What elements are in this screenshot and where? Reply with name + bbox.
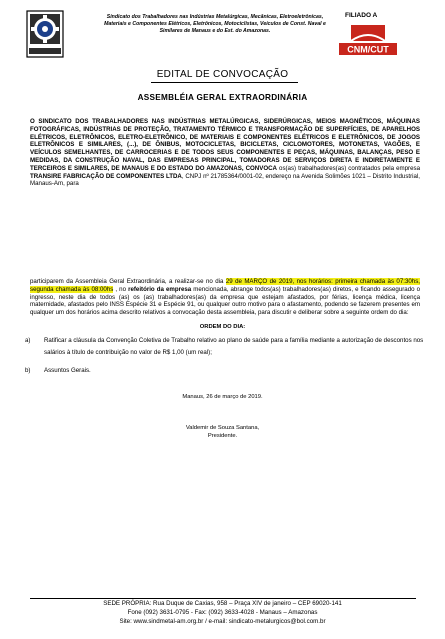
agenda-item-text: Ratificar a cláusula da Convenção Coletiva de Trabalho relativo ao plano de saúde para a família mediante a autorização de descontos nos salários à título de contribuição no valor de R$ 1,00 (um real); [44,337,424,356]
agenda-item-letter: a) [25,337,31,344]
footer-address: SEDE PRÓPRIA: Rua Duque de Caxias, 958 – Praça XIV de janeiro – CEP 69020-141 [103,600,342,607]
highlighted-date-times: 29 de MARÇO de 2019, nos horários: primeira chamada às 07:30hs, segunda chamada às 08:00hs [30,278,420,293]
body-paragraph-schedule [30,278,420,317]
cnm-logo-text: CNM/CUT [347,44,389,55]
schedule-intro: participarem da Assembleia Geral Extraordinária, a realizar-se no dia [30,278,226,285]
convoca-word: CONVOCA [245,164,277,172]
agenda-item [25,365,424,377]
agenda-item-text: Assuntos Gerais. [44,367,91,374]
schedule-rest: mencionada, abrange todos(as) trabalhadores(as) diretos, e ficando assegurado o ingresso, neste dia de todos (as) os (as) trabalhadores(as) da empresa que estejam afastados, por férias, licença médica, licença maternidade, afastados pelo INSS Espécie 31 e Espécie 91, ou qualquer outro motivo para o afastamento, podendo se fazerem presentes em qualquer um dos horários acima descrito relativos a convocação desta assembleia, para discutir e deliberar sobre a seguinte ordem do dia: [30,285,421,317]
body-bold-text: O SINDICATO DOS TRABALHADORES NAS INDÚSTRIAS METALÚRGICAS, SIDERÚRGICAS, MEIOS MAGNÉTICOS, MÁQUINAS FOTOGRÁFICAS, INDÚSTRIAS DE PROTEÇÃO, TRATAMENTO TÉRMICO E TRANSFORMAÇÃO DE SUPERFÍCIES, DE APARELHOS ELÉTRICOS, ELETRÔNICOS, ELETRO-ELETRÔNICO, DE MATERIAIS E COMPONENTES ELÉTRICOS E ELETRÔNICOS, DE JOGOS ELETRÔNICOS E SIMILARES, (...), DE ÔNIBUS, MOTOCICLETAS, BICICLETAS, CICLOMOTORES, MOTONETAS, VAGÕES, E VEÍCULOS SEMELHANTES, DE CARROCERIAS E DE TODOS SEUS COMPONENTES E PEÇAS, MÁQUINAS, BALANÇAS, PESO E MEDIDAS, DA CONSTRUÇÃO NAVAL, DAS EMPRESAS PRINCIPAL, TOMADORAS DE SERVIÇOS DIRETA E INDIRETAMENTE E TERCEIROS E SIMILARES, DE MANAUS E DO ESTADO DO AMAZONAS, [30,118,420,172]
venue: refeitório da empresa [128,285,192,293]
footer-contact: Site: www.sindmetal-am.org.br / e-mail: sindicato-metalurgicos@bol.com.br [119,618,326,625]
document-date: Manaus, 26 de março de 2019. [182,394,263,400]
agenda-item-letter: b) [25,367,31,374]
signatory-role: Presidente. [207,433,238,439]
convoca-text: os(as) trabalhadores(as) contratados pela empresa [276,164,420,172]
signatory-name: Valdemir de Souza Santana, [185,425,260,431]
footer-phone: Fone (092) 3631-0795 - Fax: (092) 3633-4028 - Manaus – Amazonas [127,609,318,616]
union-name: Sindicato dos Trabalhadores nas Indústrias Metalúrgicas, Mecânicas, Eletroeletrônicas, Materiais e Componentes Elétricos, Eletrônicos, Motociclistas, Veículos de Const. Naval e Similares de Manaus e do Est. do Amazonas. [104,14,326,34]
schedule-connector: , no [113,285,129,293]
page-title: EDITAL DE CONVOCAÇÃO [156,69,289,80]
footer-divider [30,598,416,599]
agenda-title: ORDEM DO DIA: [199,324,246,330]
affiliation-label: FILIADO A [345,12,378,19]
company-name: TRANSIRE FABRICAÇÃO DE COMPONENTES LTDA [30,172,182,180]
union-logo [26,10,64,58]
agenda-item [25,335,424,359]
title-underline [151,82,298,83]
cnm-cut-logo [337,23,399,57]
company-details: , CNPJ nº 21785364/0001-02, endereço na Avenida Solimões 1021 – Distrito Industrial, Manaus-Am, para [30,172,421,188]
page-subtitle: ASSEMBLÉIA GERAL EXTRAORDINÁRIA [137,93,308,102]
body-paragraph-intro [30,118,420,188]
